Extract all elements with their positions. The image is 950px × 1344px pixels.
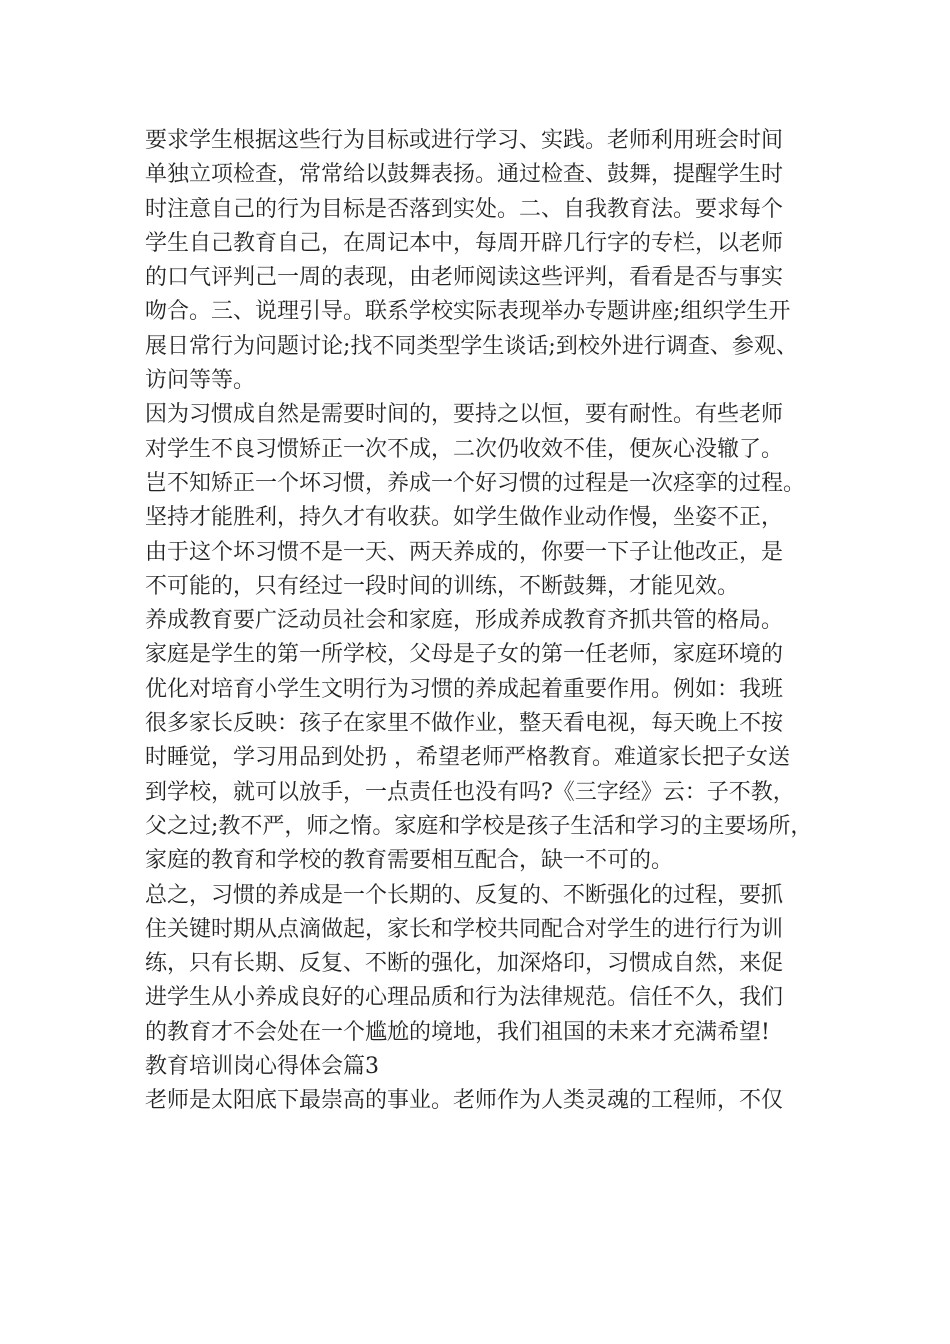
text-line: 养成教育要广泛动员社会和家庭，形成养成教育齐抓共管的格局。 — [145, 608, 784, 634]
text-line: 对学生不良习惯矫正一次不成，二次仍收效不佳，便灰心没辙了。 — [145, 436, 784, 462]
text-line: 的教育才不会处在一个尴尬的境地，我们祖国的未来才充满希望! — [145, 1019, 770, 1045]
text-line: 坚持才能胜利，持久才有收获。如学生做作业动作慢，坐姿不正， — [145, 505, 784, 531]
text-line: 时注意自己的行为目标是否落到实处。二、自我教育法。要求每个 — [145, 196, 784, 222]
section-heading: 教育培训岗心得体会篇3 — [145, 1054, 379, 1080]
text-line: 单独立项检查，常常给以鼓舞表扬。通过检查、鼓舞，提醒学生时 — [145, 162, 784, 188]
text-line: 学生自己教育自己，在周记本中，每周开辟几行字的专栏，以老师 — [145, 230, 784, 256]
text-line: 练，只有长期、反复、不断的强化，加深烙印，习惯成自然，来促 — [145, 951, 784, 977]
text-line: 不可能的，只有经过一段时间的训练，不断鼓舞，才能见效。 — [145, 573, 740, 599]
text-line: 展日常行为问题讨论;找不同类型学生谈话;到校外进行调查、参观、 — [145, 333, 798, 359]
text-line: 父之过;教不严，师之惰。家庭和学校是孩子生活和学习的主要场所， — [145, 813, 813, 839]
text-line: 时睡觉，学习用品到处扔 ，希望老师严格教育。难道家长把子女送 — [145, 745, 790, 771]
text-line: 访问等等。 — [145, 368, 256, 394]
text-line: 因为习惯成自然是需要时间的，要持之以恒，要有耐性。有些老师 — [145, 402, 784, 428]
text-line: 由于这个坏习惯不是一天、两天养成的，你要一下子让他改正，是 — [145, 539, 784, 565]
text-line: 住关键时期从点滴做起，家长和学校共同配合对学生的进行行为训 — [145, 916, 784, 942]
text-line: 家庭的教育和学校的教育需要相互配合，缺一不可的。 — [145, 848, 674, 874]
text-line: 优化对培育小学生文明行为习惯的养成起着重要作用。例如：我班 — [145, 676, 784, 702]
text-line: 到学校，就可以放手，一点责任也没有吗?《三字经》云：子不教， — [145, 779, 795, 805]
text-line: 岂不知矫正一个坏习惯，养成一个好习惯的过程是一次痉挛的过程。 — [145, 470, 806, 496]
text-line: 家庭是学生的第一所学校，父母是子女的第一任老师，家庭环境的 — [145, 642, 784, 668]
text-line: 吻合。三、说理引导。联系学校实际表现举办专题讲座;组织学生开 — [145, 299, 791, 325]
text-line: 的口气评判己一周的表现，由老师阅读这些评判，看看是否与事实 — [145, 265, 784, 291]
text-line: 老师是太阳底下最崇高的事业。老师作为人类灵魂的工程师，不仅 — [145, 1088, 784, 1114]
body-text — [145, 124, 835, 1119]
text-line: 要求学生根据这些行为目标或进行学习、实践。老师利用班会时间 — [145, 128, 784, 153]
text-line: 很多家长反映：孩子在家里不做作业，整天看电视，每天晚上不按 — [145, 711, 784, 737]
text-line: 进学生从小养成良好的心理品质和行为法律规范。信任不久，我们 — [145, 985, 784, 1011]
text-line: 总之，习惯的养成是一个长期的、反复的、不断强化的过程，要抓 — [145, 882, 784, 908]
